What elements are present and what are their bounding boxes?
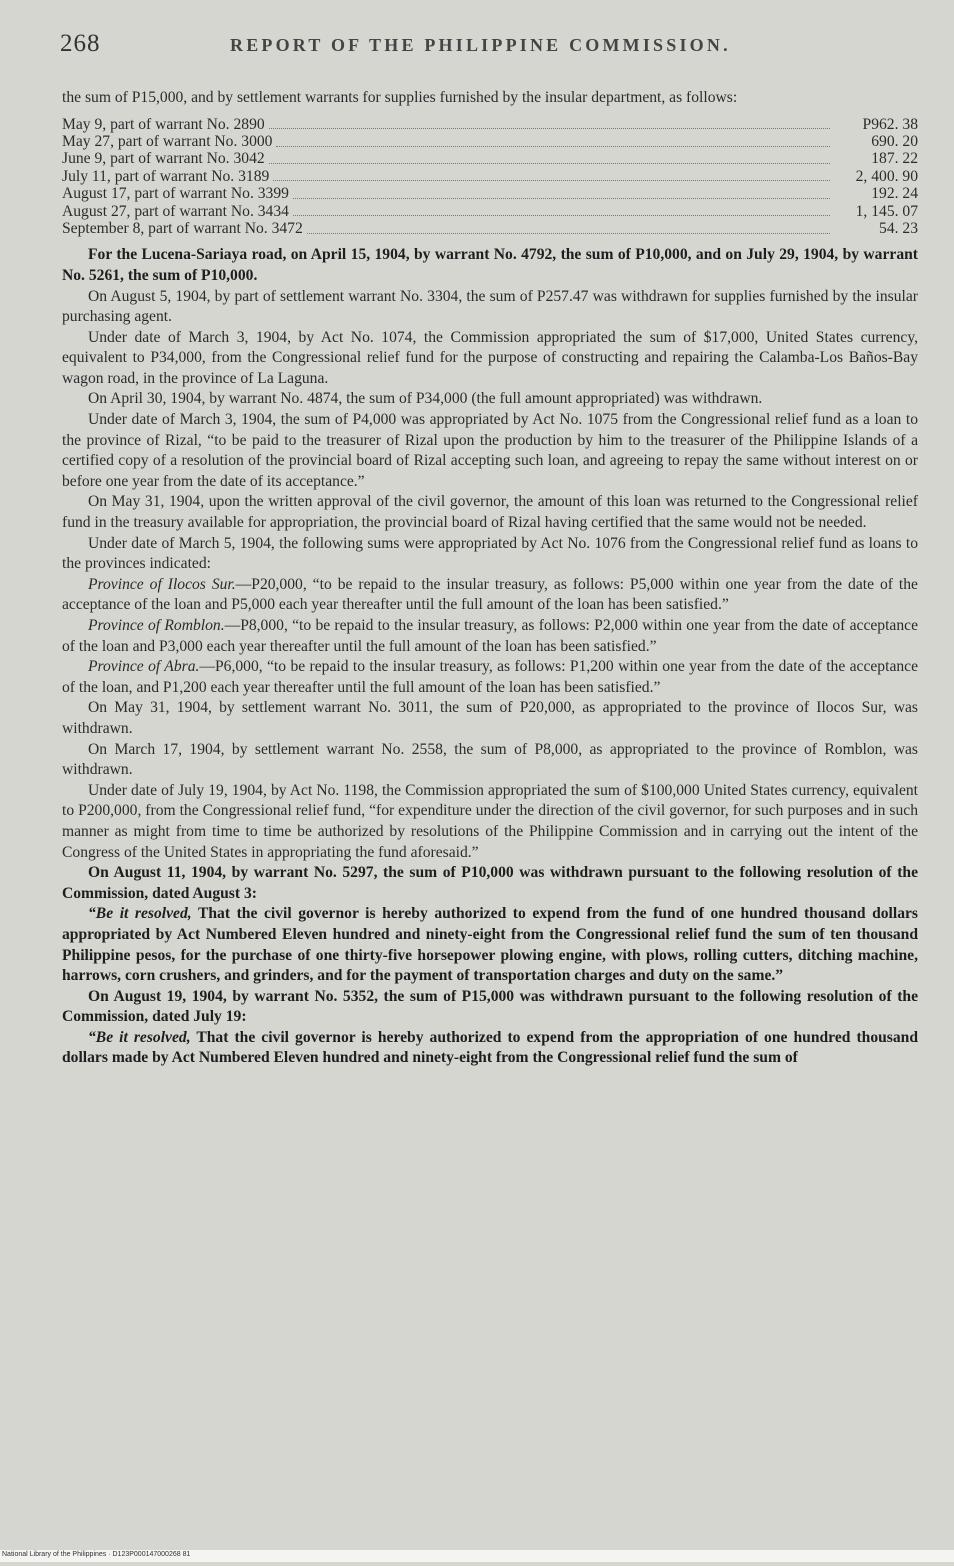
paragraph-lucena-sariaya: For the Lucena-Sariaya road, on April 15, 1904, by warrant No. 4792, the sum of P10,000, and on July 29, 1904, by warrant No. 5261, the sum of P10,000. bbox=[62, 246, 918, 284]
province-name: Province of Romblon. bbox=[88, 617, 225, 635]
ledger-description: July 11, part of warrant No. 3189 bbox=[62, 167, 270, 185]
leader-dots bbox=[269, 162, 830, 164]
ledger-row bbox=[62, 203, 918, 220]
leader-dots bbox=[269, 127, 830, 129]
ledger-row bbox=[62, 116, 918, 133]
ledger-row bbox=[62, 168, 918, 185]
ledger-amount: 187. 22 bbox=[871, 150, 918, 168]
paragraph-warrant-2558: On March 17, 1904, by settlement warrant No. 2558, the sum of P8,000, as appropriated to the province of Romblon, was withdrawn. bbox=[62, 740, 918, 779]
scan-footer bbox=[0, 1550, 954, 1562]
ledger-description: September 8, part of warrant No. 3472 bbox=[62, 219, 303, 237]
paragraph-act-1074: Under date of March 3, 1904, by Act No. 1074, the Commission appropriated the sum of $17,000, United States currency, equivalent to P34,000, from the Congressional relief fund for the purpose of constructing and repairing the Calamba-Los Baños-Bay wagon road, in the province of La Laguna. bbox=[62, 328, 918, 387]
paragraph-ilocos-sur bbox=[62, 575, 918, 616]
resolution-text: That the civil governor is hereby authorized to expend from the appropriation of one hundred thousand dollars made by Act Numbered Eleven hundred and ninety-eight from the Congressional relief fund the sum of bbox=[62, 1028, 918, 1067]
ledger-row bbox=[62, 133, 918, 150]
ledger-description: August 27, part of warrant No. 3434 bbox=[62, 202, 289, 220]
paragraph-act-1075: Under date of March 3, 1904, the sum of P4,000 was appropriated by Act No. 1075 from the Congressional relief fund as a loan to the province of Rizal, “to be paid to the treasurer of Rizal upon the production by him to the treasurer of the Philippine Islands of a certified copy of a resolution of the provincial board of Rizal accepting such loan, and agreeing to repay the same without interest on or before one year from the date of its acceptance.” bbox=[62, 411, 918, 490]
leader-dots bbox=[293, 214, 830, 216]
ledger-description: May 9, part of warrant No. 2890 bbox=[62, 115, 265, 133]
paragraph-settlement-3304: On August 5, 1904, by part of settlement warrant No. 3304, the sum of P257.47 was withdrawn for supplies furnished by the insular purchasing agent. bbox=[62, 287, 918, 326]
province-terms: —P8,000, “to be repaid to the insular treasury, as follows: P2,000 within one year from the date of acceptance of the loan and P3,000 each year thereafter until the full amount of the loan has been satisfied.” bbox=[62, 617, 918, 655]
paragraph-warrant-3011: On May 31, 1904, by settlement warrant No. 3011, the sum of P20,000, as appropriated to the province of Ilocos Sur, was withdrawn. bbox=[62, 699, 918, 737]
ledger-amount: 690. 20 bbox=[871, 132, 918, 150]
province-name: Province of Abra. bbox=[88, 658, 200, 676]
intro-paragraph: the sum of P15,000, and by settlement warrants for supplies furnished by the insular department, as follows: bbox=[62, 89, 738, 106]
resolution-august-3 bbox=[62, 904, 918, 986]
ledger-description: June 9, part of warrant No. 3042 bbox=[62, 150, 265, 168]
province-terms: —P20,000, “to be repaid to the insular treasury, as follows: P5,000 within one year from the date of the acceptance of the loan and P5,000 each year thereafter until the full amount of the loan has been satisfied.” bbox=[62, 575, 918, 614]
province-name: Province of Ilocos Sur. bbox=[88, 575, 236, 593]
resolution-text: That the civil governor is hereby authorized to expend from the fund of one hundred thousand dollars appropriated by Act Numbered Eleven hundred and ninety-eight from the Congressional relief fund the sum of ten thousand Philippine pesos, for the purchase of one thirty-five horsepower plowing engine, with plows, rolling cutters, ditching machine, harrows, corn crushers, and grinders, and for the payment of transportation charges and duty on the same.” bbox=[62, 905, 919, 985]
paragraph-warrant-5297: On August 11, 1904, by warrant No. 5297, the sum of P10,000 was withdrawn pursuant to the following resolution of the Commission, dated August 3: bbox=[62, 864, 918, 902]
leader-dots bbox=[276, 145, 830, 147]
ledger-row bbox=[62, 185, 918, 202]
resolution-lead: “Be it resolved, bbox=[88, 905, 192, 923]
ledger-amount: 1, 145. 07 bbox=[855, 202, 918, 220]
running-title: REPORT OF THE PHILIPPINE COMMISSION. bbox=[230, 35, 731, 55]
resolution-lead: “Be it resolved, bbox=[88, 1028, 191, 1046]
ledger-description: May 27, part of warrant No. 3000 bbox=[62, 132, 273, 150]
scan-credit: National Library of the Philippines · D123P000147000268 81 bbox=[2, 1551, 191, 1558]
leader-dots bbox=[273, 179, 830, 181]
leader-dots bbox=[307, 232, 830, 234]
ledger-amount: 54. 23 bbox=[879, 219, 918, 237]
resolution-july-19 bbox=[62, 1028, 918, 1069]
paragraph-warrant-5352: On August 19, 1904, by warrant No. 5352, the sum of P15,000 was withdrawn pursuant to the following resolution of the Commission, dated July 19: bbox=[62, 987, 918, 1026]
page-number: 268 bbox=[60, 30, 101, 57]
province-terms: —P6,000, “to be repaid to the insular treasury, as follows: P1,200 within one year from the date of the acceptance of the loan, and P1,200 each year thereafter until the full amount of the loan has been satisfied.” bbox=[62, 658, 919, 696]
leader-dots bbox=[293, 197, 830, 199]
ledger-amount: 2, 400. 90 bbox=[855, 167, 918, 185]
paragraph-abra bbox=[62, 657, 918, 698]
ledger-description: August 17, part of warrant No. 3399 bbox=[62, 185, 289, 203]
ledger-amount: P962. 38 bbox=[862, 115, 918, 133]
page-header bbox=[60, 30, 920, 62]
ledger-row bbox=[62, 220, 918, 237]
ledger-row bbox=[62, 150, 918, 167]
body-text bbox=[62, 88, 918, 1069]
paragraph-act-1198: Under date of July 19, 1904, by Act No. 1198, the Commission appropriated the sum of $100,000 United States currency, equivalent to P200,000, from the Congressional relief fund, “for expenditure under the direction of the civil governor, for such purposes and in such manner as might from time to time be authorized by resolutions of the Philippine Commission and in carrying out the intent of the Congress of the United States in appropriating the fund aforesaid.” bbox=[62, 781, 918, 861]
paragraph-romblon bbox=[62, 616, 918, 657]
warrant-ledger bbox=[62, 116, 918, 238]
paragraph-act-1076: Under date of March 5, 1904, the following sums were appropriated by Act No. 1076 from the Congressional relief fund as loans to the provinces indicated: bbox=[62, 534, 918, 573]
paragraph-warrant-4874: On April 30, 1904, by warrant No. 4874, the sum of P34,000 (the full amount appropriated) was withdrawn. bbox=[88, 390, 763, 408]
paragraph-rizal-loan-returned: On May 31, 1904, upon the written approval of the civil governor, the amount of this loan was returned to the Congressional relief fund in the treasury available for appropriation, the provincial board of Rizal having certified that the same would not be needed. bbox=[62, 493, 918, 532]
ledger-amount: 192. 24 bbox=[871, 185, 918, 203]
